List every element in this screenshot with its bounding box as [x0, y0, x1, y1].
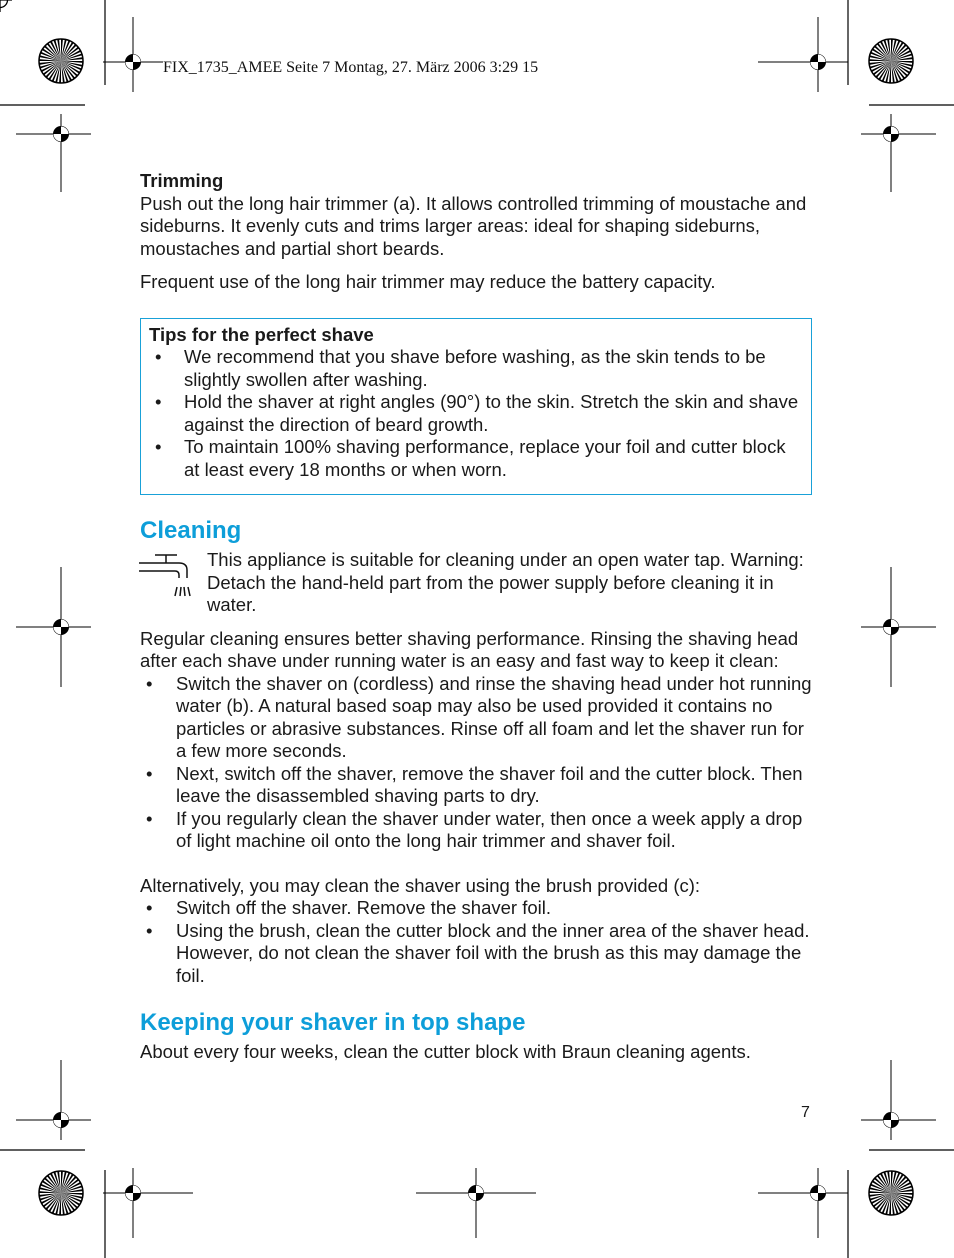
page-number: 7 — [801, 1104, 810, 1121]
tips-box — [140, 318, 812, 496]
star-target-icon — [869, 1171, 913, 1215]
list-item: • Switch the shaver on (cordless) and rinse the shaving head under hot running water (b). A natural based soap may also be used provided it contains no particles or abrasive substances. Rinse off all foam and let the shaver run for a few more seconds. — [140, 673, 812, 763]
battery-note: Frequent use of the long hair trimmer may reduce the battery capacity. — [140, 271, 716, 292]
cleaning-intro: Regular cleaning ensures better shaving performance. Rinsing the shaving head after each shave under running water is an easy and fast way to keep it clean: — [140, 627, 799, 671]
star-target-icon — [39, 1171, 83, 1215]
page-content — [140, 170, 812, 1064]
cleaning-list — [140, 673, 812, 853]
list-item: • Using the brush, clean the cutter block and the inner area of the shaver head. However, do not clean the shaver foil with the brush as this may damage the foil. — [140, 920, 812, 988]
print-header: FIX_1735_AMEE Seite 7 Montag, 27. März 2006 3:29 15 — [163, 59, 539, 76]
trimming-paragraph: Push out the long hair trimmer (a). It allows controlled trimming of moustache and sideburns. It evenly cuts and trims larger areas: ideal for shaping sideburns, moustaches and partial short beards. — [140, 192, 807, 259]
cleaning-heading: Cleaning — [140, 517, 242, 544]
trimming-heading: Trimming — [140, 170, 224, 191]
keeping-paragraph: About every four weeks, clean the cutter block with Braun cleaning agents. — [140, 1041, 751, 1062]
list-item: • Next, switch off the shaver, remove the shaver foil and the cutter block. Then leave the disassembled shaving parts to dry. — [140, 763, 812, 808]
list-item: • To maintain 100% shaving performance, replace your foil and cutter block at least every 18 months or when worn. — [149, 436, 803, 481]
cleaning-warning — [140, 549, 812, 617]
water-tap-icon — [139, 553, 191, 601]
list-item: • Switch off the shaver. Remove the shaver foil. — [140, 897, 812, 920]
star-target-icon — [39, 39, 83, 83]
list-item: • If you regularly clean the shaver under water, then once a week apply a drop of light machine oil onto the long hair trimmer and shaver foil. — [140, 808, 812, 853]
list-item: • Hold the shaver at right angles (90°) to the skin. Stretch the skin and shave against the direction of beard growth. — [149, 391, 803, 436]
brush-list — [140, 897, 812, 987]
list-item: • We recommend that you shave before washing, as the skin tends to be slightly swollen after washing. — [149, 346, 803, 391]
warning-text: This appliance is suitable for cleaning under an open water tap. Warning: Detach the hand-held part from the power supply before cleaning it in water. — [207, 549, 804, 615]
brush-intro: Alternatively, you may clean the shaver using the brush provided (c): — [140, 874, 701, 896]
keeping-heading: Keeping your shaver in top shape — [140, 1009, 526, 1036]
tips-list — [149, 346, 803, 481]
star-target-icon — [869, 39, 913, 83]
tips-heading: Tips for the perfect shave — [149, 323, 374, 345]
